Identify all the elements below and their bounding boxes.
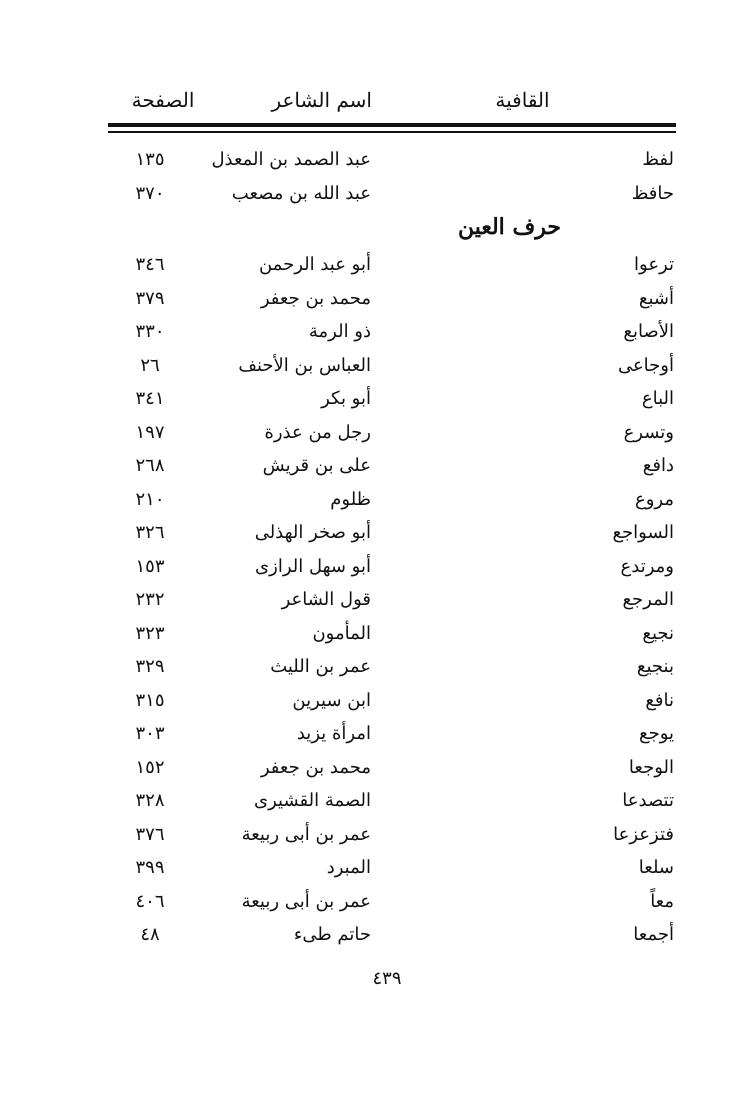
- page-cell: ٣٣٠: [135, 321, 165, 342]
- rhyme-cell: المرجع: [622, 589, 674, 610]
- rhyme-cell: دافع: [642, 455, 674, 476]
- poet-cell: ابن سيرين: [292, 689, 371, 711]
- table-row: [0, 786, 754, 820]
- page-cell: ١٩٧: [135, 421, 165, 443]
- page-cell: ١٥٢: [135, 756, 165, 778]
- page-cell: ٣٧٦: [135, 823, 165, 845]
- table-row: [0, 250, 754, 284]
- rhyme-cell: الباع: [641, 388, 674, 409]
- page-cell: ٣٢٣: [135, 622, 165, 644]
- page-cell: ٣٧٠: [135, 182, 165, 204]
- poet-cell: محمد بن جعفر: [260, 756, 371, 778]
- section-heading-text: حرف العين: [457, 214, 561, 240]
- poet-cell: ظلوم: [330, 488, 371, 510]
- poet-cell: محمد بن جعفر: [260, 287, 371, 309]
- rhyme-cell: يوجع: [638, 723, 674, 744]
- rhyme-cell: ومرتدع: [620, 555, 674, 577]
- page-cell: ٣٠٣: [135, 723, 165, 744]
- table-row: [0, 585, 754, 619]
- rhyme-cell: نافع: [645, 689, 674, 711]
- page-cell: ٣٤٦: [135, 254, 165, 275]
- poet-cell: المأمون: [312, 622, 371, 644]
- poet-cell: المبرد: [326, 857, 371, 878]
- table-row: [0, 719, 754, 753]
- table-row: [0, 384, 754, 418]
- page-cell: ٣٢٩: [135, 656, 165, 677]
- rhyme-cell: معاً: [650, 890, 674, 912]
- page-cell: ٣١٥: [135, 689, 165, 711]
- header-page: الصفحة: [131, 88, 195, 112]
- poet-cell: عبد الصمد بن المعذل: [211, 149, 371, 170]
- table-row: [0, 284, 754, 318]
- poet-cell: عبد الله بن مصعب: [231, 182, 371, 204]
- table-row: [0, 179, 754, 213]
- rhyme-cell: سلعا: [638, 857, 674, 878]
- table-row: [0, 552, 754, 586]
- page-cell: ٢٣٢: [135, 589, 165, 610]
- page-cell: ٣٤١: [135, 388, 165, 409]
- table-row: [0, 920, 754, 954]
- table-row: [0, 652, 754, 686]
- poet-cell: عمر بن أبى ربيعة: [241, 823, 371, 845]
- rhyme-cell: فتزعزعا: [613, 823, 674, 845]
- poet-cell: عمر بن الليث: [270, 656, 371, 677]
- page-cell: ١٥٣: [135, 555, 165, 577]
- rhyme-cell: ترعوا: [634, 254, 674, 275]
- page-cell: ٣٢٦: [135, 522, 165, 543]
- table-row: [0, 853, 754, 887]
- section-heading: [0, 212, 754, 250]
- page-cell: ٣٧٩: [135, 287, 165, 309]
- index-table: [0, 145, 754, 954]
- page-cell: ٢٦: [140, 354, 160, 376]
- rhyme-cell: بنجيع: [636, 656, 674, 677]
- table-row: [0, 418, 754, 452]
- rhyme-cell: نجيع: [642, 622, 674, 644]
- header-poet-name: اسم الشاعر: [271, 88, 372, 112]
- poet-cell: على بن قريش: [262, 455, 371, 476]
- rhyme-cell: الأصابع: [623, 321, 674, 342]
- header-rule-thick: [108, 123, 676, 127]
- table-row: [0, 619, 754, 653]
- poet-cell: أبو سهل الرازى: [255, 555, 371, 577]
- poet-cell: أبو بكر: [321, 388, 371, 409]
- table-row: [0, 753, 754, 787]
- table-row: [0, 351, 754, 385]
- poet-cell: الصمة القشيرى: [254, 790, 371, 811]
- rhyme-cell: وتسرع: [623, 421, 674, 443]
- poet-cell: قول الشاعر: [281, 589, 371, 610]
- page-cell: ٤٠٦: [135, 890, 165, 912]
- poet-cell: حاتم طىء: [293, 924, 371, 945]
- rhyme-cell: أوجاعى: [617, 354, 674, 376]
- page-cell: ٤٨: [140, 924, 160, 945]
- rhyme-cell: مروع: [634, 488, 674, 510]
- rhyme-cell: أجمعا: [633, 924, 674, 945]
- page-cell: ٣٩٩: [135, 857, 165, 878]
- table-row: [0, 317, 754, 351]
- poet-cell: رجل من عذرة: [264, 421, 371, 443]
- header-rule-thin: [108, 131, 676, 133]
- poet-cell: أبو صخر الهذلى: [254, 522, 371, 543]
- rhyme-cell: أشبع: [638, 287, 674, 309]
- poet-cell: أبو عبد الرحمن: [258, 254, 371, 275]
- table-row: [0, 686, 754, 720]
- table-row: [0, 451, 754, 485]
- rhyme-cell: الوجعا: [628, 756, 674, 778]
- page-cell: ٣٢٨: [135, 790, 165, 811]
- page-cell: ٢١٠: [135, 488, 165, 510]
- rhyme-cell: حافظ: [631, 182, 674, 204]
- table-row: [0, 518, 754, 552]
- table-row: [0, 820, 754, 854]
- table-row: [0, 145, 754, 179]
- header-rhyme: القافية: [495, 88, 550, 112]
- table-row: [0, 485, 754, 519]
- page-cell: ٢٦٨: [135, 455, 165, 476]
- rhyme-cell: السواجع: [612, 522, 674, 543]
- rhyme-cell: لفظ: [642, 149, 674, 170]
- page-cell: ١٣٥: [135, 149, 165, 170]
- rhyme-cell: تتصدعا: [622, 790, 674, 811]
- page-number: ٤٣٩: [372, 968, 402, 989]
- poet-cell: امرأة يزيد: [296, 723, 371, 744]
- poet-cell: ذو الرمة: [308, 321, 371, 342]
- poet-cell: عمر بن أبى ربيعة: [241, 890, 371, 912]
- poet-cell: العباس بن الأحنف: [238, 354, 371, 376]
- table-row: [0, 887, 754, 921]
